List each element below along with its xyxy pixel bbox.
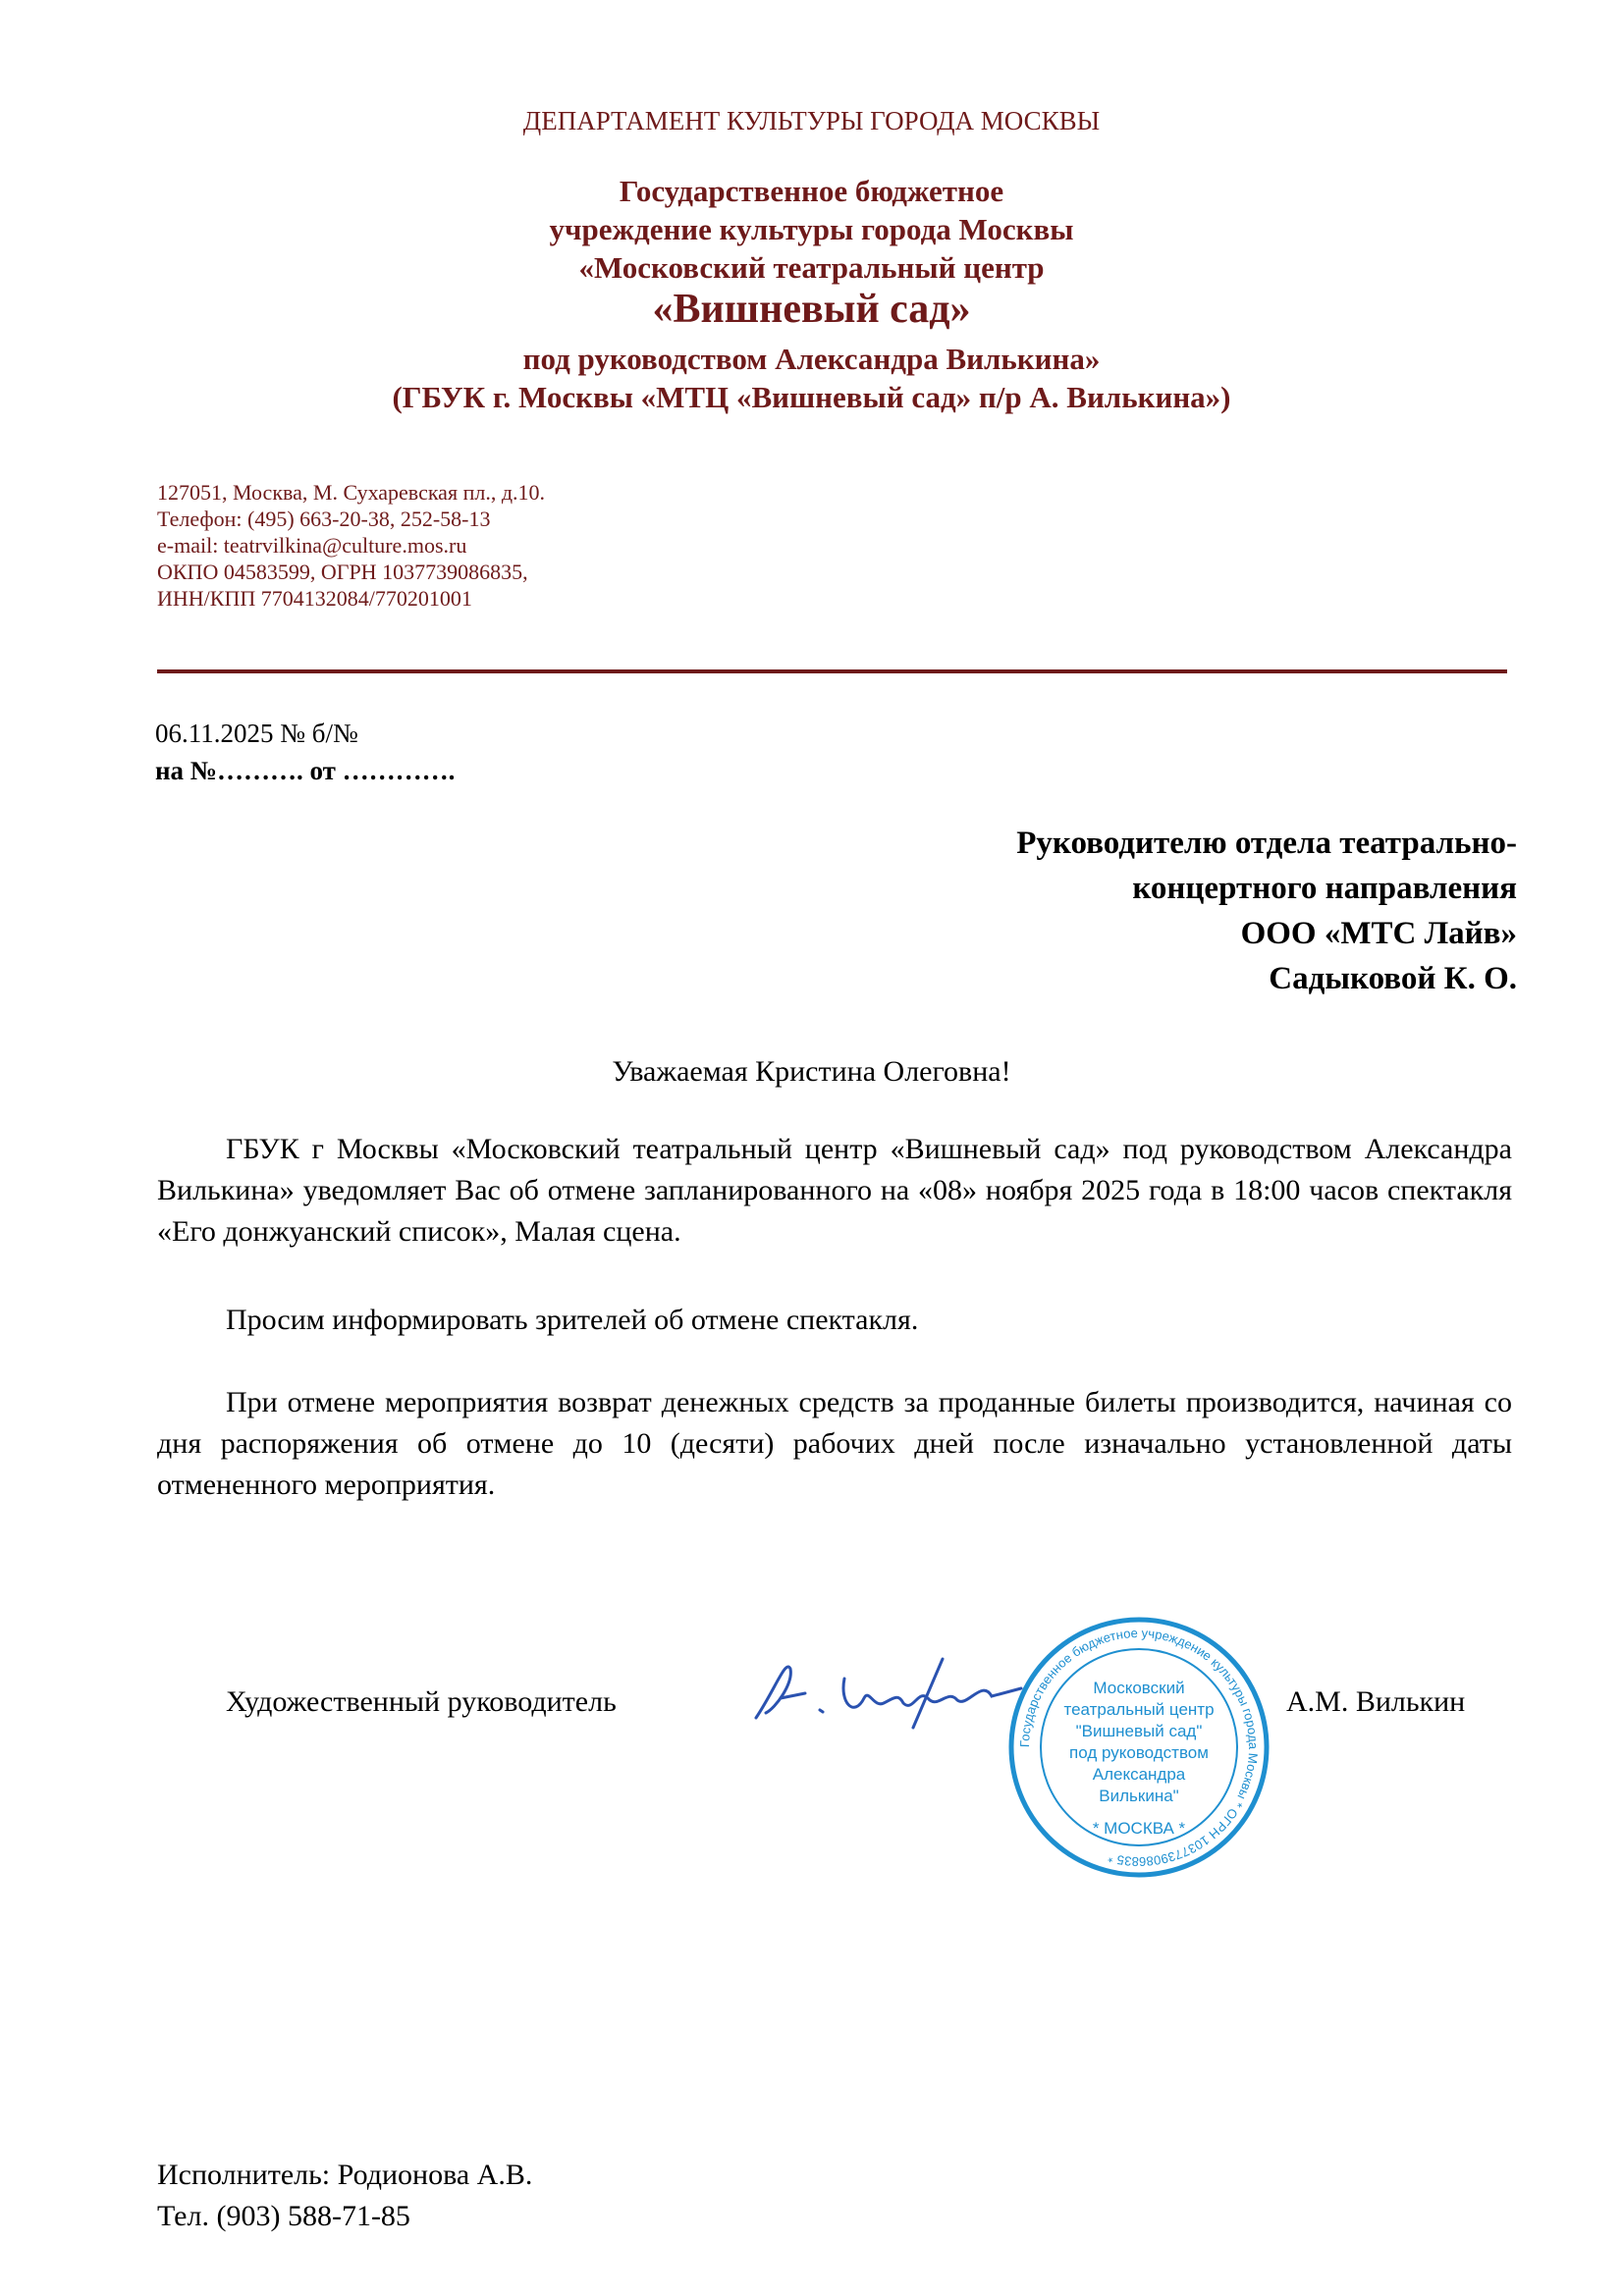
stamp-line: под руководством xyxy=(1069,1743,1209,1762)
contacts-block xyxy=(157,479,545,612)
org-line: Государственное бюджетное xyxy=(619,174,1004,208)
registration-codes: ОКПО 04583599, ОГРН 1037739086835, xyxy=(157,560,528,584)
stamp-city: * МОСКВА * xyxy=(1092,1819,1186,1838)
department-heading: ДЕПАРТАМЕНТ КУЛЬТУРЫ ГОРОДА МОСКВЫ xyxy=(522,106,1101,135)
header-divider xyxy=(157,669,1507,673)
org-name: «Вишневый сад» xyxy=(652,287,971,332)
executor-phone: Тел. (903) 588-71-85 xyxy=(157,2200,410,2232)
org-line: под руководством Александра Вилькина» xyxy=(522,342,1101,376)
stamp-line: театральный центр xyxy=(1063,1700,1215,1719)
addressee-line: ООО «МТС Лайв» xyxy=(1240,916,1517,951)
tax-ids: ИНН/КПП 7704132084/770201001 xyxy=(157,586,472,611)
addressee-line: Руководителю отдела театрально- xyxy=(1016,826,1517,861)
footer-block xyxy=(157,2155,532,2237)
body-paragraph: ГБУК г Москвы «Московский театральный центр «Вишневый сад» под руководством Александра Вилькина» уведомляет Вас об отмене запланированного на «08» ноября 2025 года в 18:00 часов спектакля «Его донжуанский список», Малая сцена. xyxy=(157,1133,1512,1248)
stamp-line: Вилькина" xyxy=(1099,1787,1179,1805)
org-line: «Московский театральный центр xyxy=(578,250,1045,285)
addressee-block xyxy=(1016,821,1517,1001)
org-line: учреждение культуры города Москвы xyxy=(549,212,1074,246)
official-stamp xyxy=(1001,1610,1276,1885)
phone: Телефон: (495) 663-20-38, 252-58-13 xyxy=(157,507,491,531)
org-short-name: (ГБУК г. Москвы «МТЦ «Вишневый сад» п/р А. Вилькина») xyxy=(392,380,1231,414)
email[interactable]: e-mail: teatrvilkina@culture.mos.ru xyxy=(157,533,467,558)
stamp-line: "Вишневый сад" xyxy=(1075,1722,1203,1740)
executor: Исполнитель: Родионова А.В. xyxy=(157,2159,533,2191)
reply-reference: на №………. от …………. xyxy=(155,756,456,785)
stamp-ring-text: Государственное бюджетное учреждение культуры города Москвы * ОГРН 1037739086835 * xyxy=(1016,1625,1262,1870)
date-number: 06.11.2025 № б/№ xyxy=(155,719,358,748)
signatory-name: А.М. Вилькин xyxy=(1286,1685,1466,1718)
stamp-line: Московский xyxy=(1093,1679,1185,1697)
body-paragraph: Просим информировать зрителей об отмене спектакля. xyxy=(226,1304,919,1336)
addressee-line: Садыковой К. О. xyxy=(1269,961,1517,996)
stamp-line: Александра xyxy=(1092,1765,1186,1784)
greeting: Уважаемая Кристина Олеговна! xyxy=(612,1055,1011,1088)
reference-block xyxy=(155,715,455,789)
address: 127051, Москва, М. Сухаревская пл., д.10. xyxy=(157,480,546,505)
handwritten-signature xyxy=(746,1649,1041,1737)
body-paragraph: При отмене мероприятия возврат денежных средств за проданные билеты производится, начиная со дня распоряжения об отмене до 10 (десяти) рабочих дней после изначально установленной даты отмененного мероприятия. xyxy=(157,1386,1512,1501)
addressee-line: концертного направления xyxy=(1132,871,1517,906)
signatory-title: Художественный руководитель xyxy=(226,1685,617,1718)
